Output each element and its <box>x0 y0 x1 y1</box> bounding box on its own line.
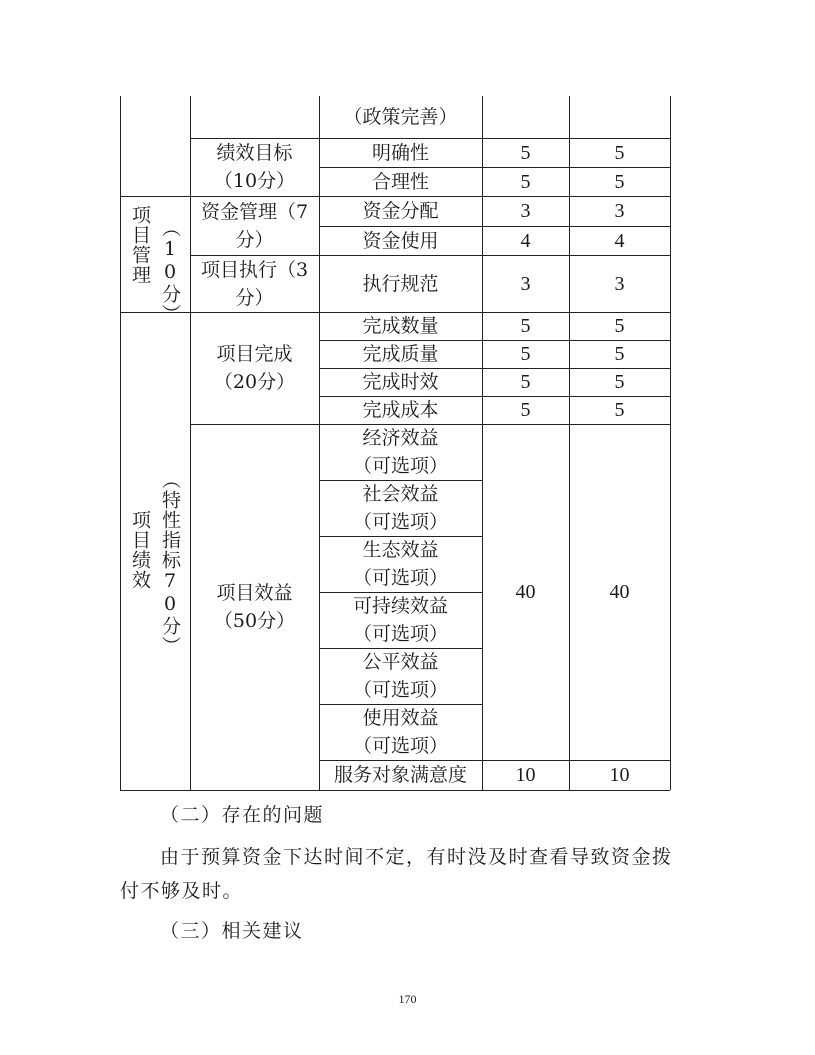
score-rationality: 5 <box>614 170 625 193</box>
level3-fund-allocation: 资金分配 <box>362 200 439 222</box>
level1-project-performance-points: （特性指标70分） <box>159 470 181 656</box>
section-heading-problems: （二）存在的问题 <box>160 804 325 826</box>
weight-completion-quantity: 5 <box>520 315 531 337</box>
level3-economic-benefit: 经济效益 （可选项） <box>352 427 448 477</box>
score-completion-quality: 5 <box>614 343 625 365</box>
weight-completion-cost: 5 <box>520 399 531 421</box>
level3-service-satisfaction: 服务对象满意度 <box>333 764 467 786</box>
level3-social-benefit: 社会效益 （可选项） <box>352 483 448 533</box>
level2-project-benefit: 项目效益 （50分） <box>213 582 296 632</box>
level2-project-execution: 项目执行（3 分） <box>200 258 309 309</box>
weight-project-benefit: 40 <box>515 581 536 603</box>
level3-fund-usage: 资金使用 <box>362 229 439 252</box>
weight-completion-quality: 5 <box>520 343 531 365</box>
level2-fund-management: 资金管理（7 分） <box>200 200 309 251</box>
score-completion-cost: 5 <box>614 399 625 421</box>
problem-paragraph-line2: 付不够及时。 <box>120 880 244 902</box>
level2-performance-goal: 绩效目标 （10分） <box>213 142 296 192</box>
weight-fund-allocation: 3 <box>520 200 531 222</box>
level3-rationality: 合理性 <box>371 170 429 193</box>
level3-completion-quality: 完成质量 <box>362 343 439 365</box>
weight-completion-timeliness: 5 <box>520 371 531 393</box>
page-number: 170 <box>398 992 417 1006</box>
level3-clarity: 明确性 <box>371 141 429 164</box>
section-heading-suggestions: （三）相关建议 <box>160 920 304 942</box>
score-execution-standard: 3 <box>614 272 625 295</box>
score-project-benefit: 40 <box>609 581 630 603</box>
level2-project-completion: 项目完成 （20分） <box>213 343 296 393</box>
level3-policy-improvement: （政策完善） <box>343 106 458 128</box>
weight-fund-usage: 4 <box>520 229 531 252</box>
level3-completion-timeliness: 完成时效 <box>362 371 439 393</box>
weight-rationality: 5 <box>520 170 531 193</box>
score-fund-allocation: 3 <box>614 200 625 222</box>
level3-completion-quantity: 完成数量 <box>362 315 439 337</box>
level3-completion-cost: 完成成本 <box>362 399 439 421</box>
level3-execution-standard: 执行规范 <box>362 272 439 295</box>
weight-service-satisfaction: 10 <box>515 764 536 786</box>
score-completion-timeliness: 5 <box>614 371 625 393</box>
level3-fairness-benefit: 公平效益 （可选项） <box>352 651 448 701</box>
level1-project-performance: 项目绩效 <box>129 510 151 590</box>
level3-usage-benefit: 使用效益 （可选项） <box>352 707 448 757</box>
weight-clarity: 5 <box>520 141 531 164</box>
level3-sustainable-benefit: 可持续效益 （可选项） <box>352 595 448 645</box>
score-service-satisfaction: 10 <box>609 764 630 786</box>
score-fund-usage: 4 <box>614 229 625 252</box>
weight-execution-standard: 3 <box>520 272 531 295</box>
level1-project-management-points: （10分） <box>159 218 181 324</box>
score-clarity: 5 <box>614 141 625 164</box>
level3-ecological-benefit: 生态效益 （可选项） <box>352 539 448 589</box>
level1-project-management: 项目管理 <box>129 205 151 285</box>
problem-paragraph-line1: 由于预算资金下达时间不定，有时没及时查看导致资金拨 <box>160 846 673 868</box>
score-completion-quantity: 5 <box>614 315 625 337</box>
